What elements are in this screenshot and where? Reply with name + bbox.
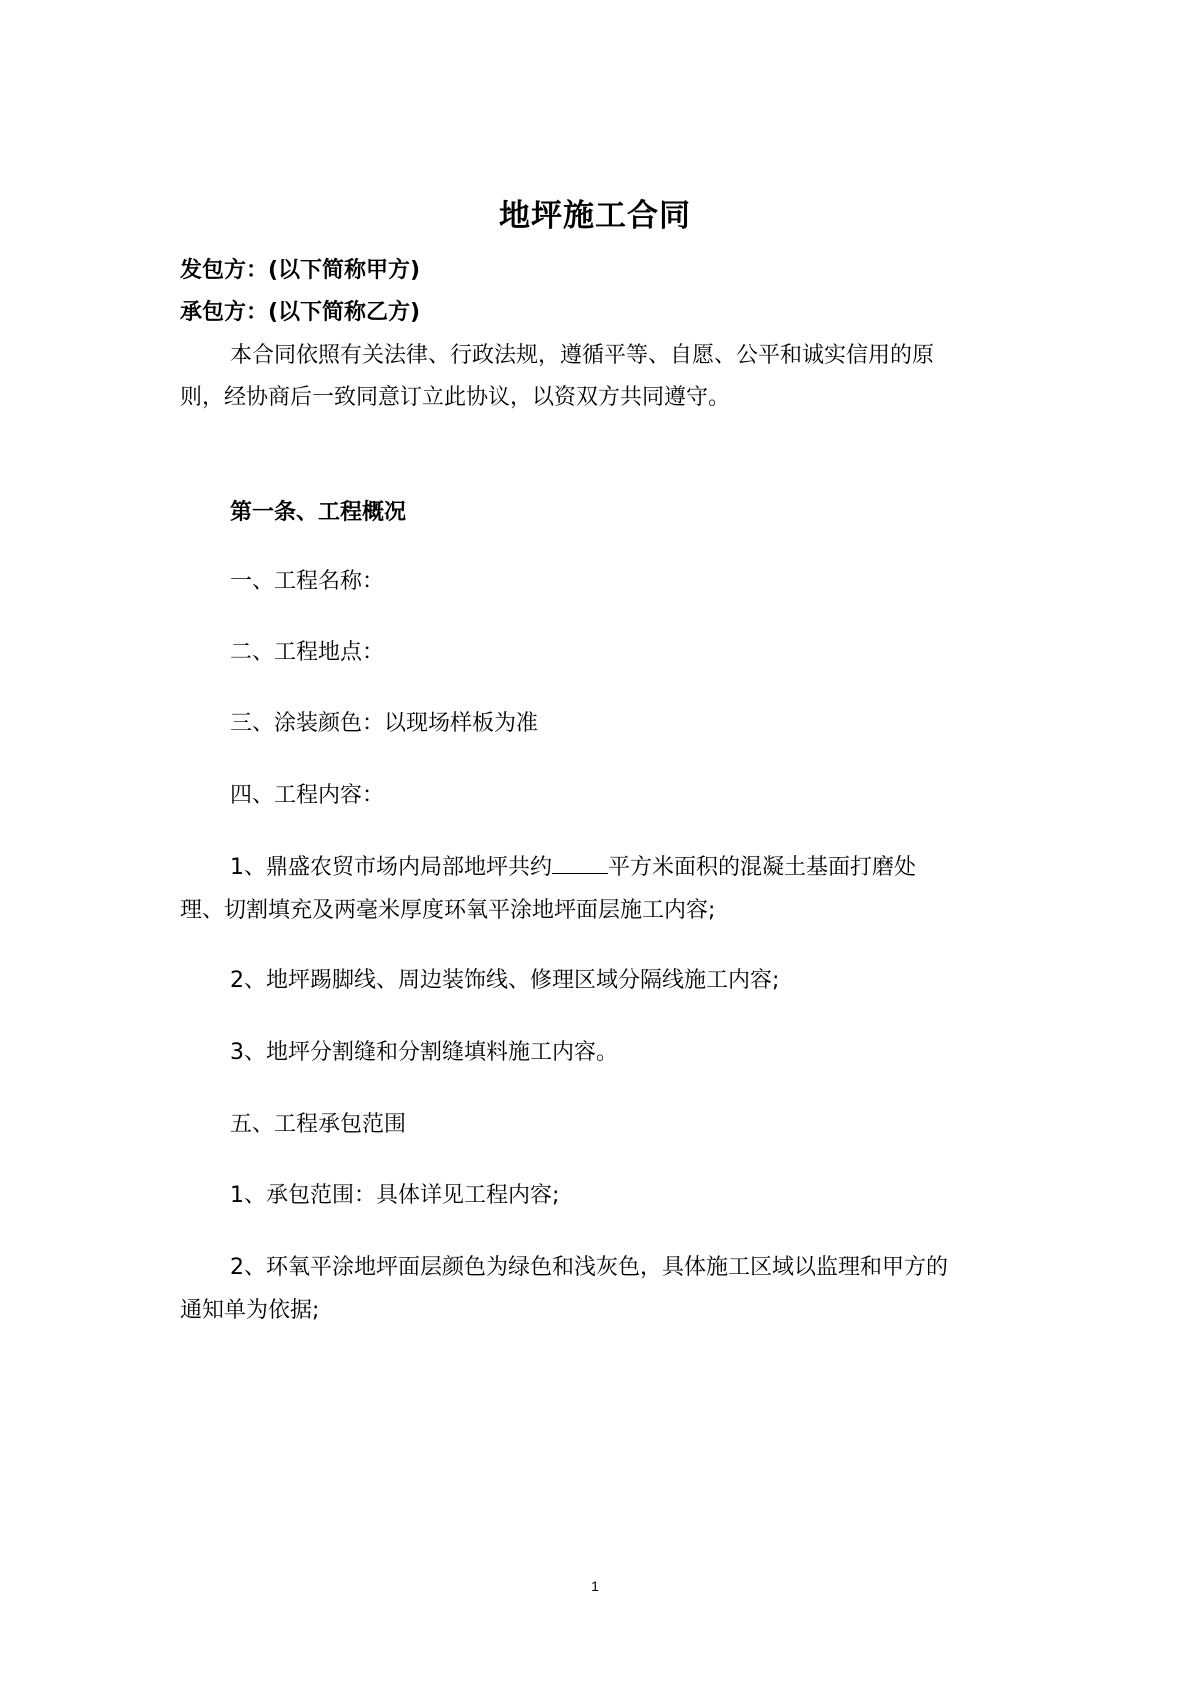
content-item-2: 2、地坪踢脚线、周边装饰线、修理区域分隔线施工内容; — [230, 968, 780, 993]
scope-item-2-line-1: 2、环氧平涂地坪面层颜色为绿色和浅灰色，具体施工区域以监理和甲方的 — [230, 1255, 948, 1280]
content-item-1-line-2: 理、切割填充及两毫米厚度环氧平涂地坪面层施工内容; — [180, 898, 716, 923]
scope-item-2-line-2: 通知单为依据; — [180, 1298, 320, 1323]
content-item-1-prefix: 1、鼎盛农贸市场内局部地坪共约 — [230, 855, 552, 880]
item-project-name: 一、工程名称： — [230, 569, 385, 594]
page-number: 1 — [591, 1578, 599, 1594]
item-coating-color: 三、涂装颜色：以现场样板为准 — [230, 711, 539, 736]
document-title: 地坪施工合同 — [499, 198, 691, 234]
content-item-1-suffix: 平方米面积的混凝土基面打磨处 — [608, 855, 917, 880]
article-1-heading: 第一条、工程概况 — [230, 500, 407, 525]
content-item-3: 3、地坪分割缝和分割缝填料施工内容。 — [230, 1040, 618, 1065]
preamble-line-1: 本合同依照有关法律、行政法规，遵循平等、自愿、公平和诚实信用的原 — [230, 343, 935, 368]
content-item-1-line-1 — [230, 851, 1020, 883]
party-b-line: 承包方：(以下简称乙方) — [180, 300, 421, 325]
party-a-line: 发包方：(以下简称甲方) — [180, 258, 421, 283]
preamble-line-2: 则，经协商后一致同意订立此协议，以资双方共同遵守。 — [180, 385, 731, 410]
area-blank-field — [552, 851, 608, 874]
item-project-content: 四、工程内容： — [230, 783, 385, 808]
scope-item-1: 1、承包范围：具体详见工程内容; — [230, 1183, 560, 1208]
item-project-location: 二、工程地点： — [230, 640, 385, 665]
item-scope: 五、工程承包范围 — [230, 1112, 407, 1137]
